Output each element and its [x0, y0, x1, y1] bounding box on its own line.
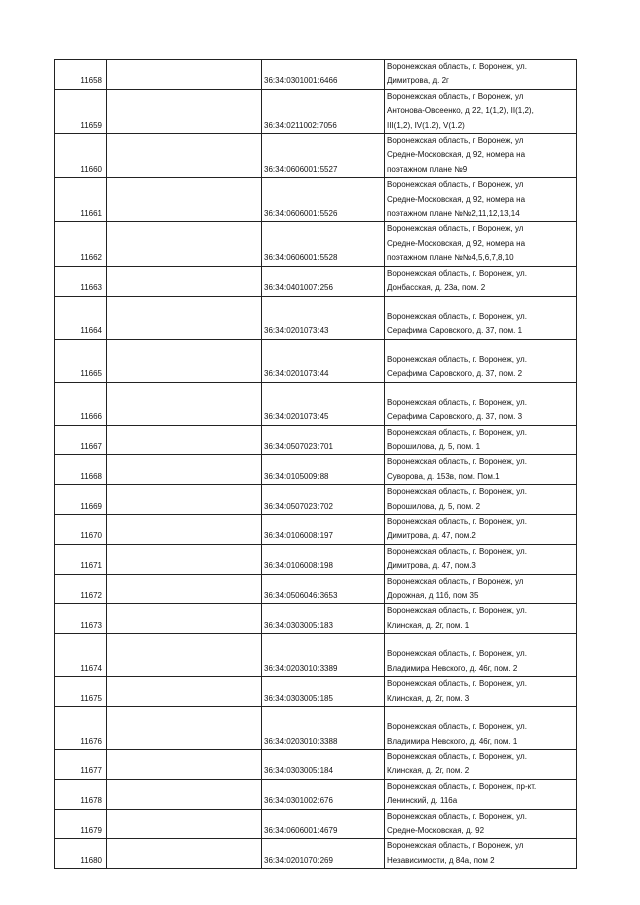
row-number-cell: 11677 — [55, 750, 107, 780]
table-row — [55, 604, 577, 634]
empty-cell — [107, 604, 262, 634]
table-row — [55, 514, 577, 544]
empty-cell — [107, 266, 262, 296]
empty-cell — [107, 222, 262, 266]
row-number-cell: 11669 — [55, 485, 107, 515]
address-cell: Воронежская область, г Воронеж, ул Антонова-Овсеенко, д 22, 1(1,2), II(1,2), III(1,2), IV(1.2), V(1.2) — [385, 89, 577, 133]
row-number-cell: 11665 — [55, 339, 107, 382]
table-row — [55, 89, 577, 133]
registry-table-body — [55, 60, 577, 869]
cadastral-number-cell: 36:34:0506046:3653 — [262, 574, 385, 604]
address-cell: Воронежская область, г. Воронеж, ул. Владимира Невского, д. 46г, пом. 2 — [385, 634, 577, 677]
empty-cell — [107, 514, 262, 544]
cadastral-number-cell: 36:34:0303005:185 — [262, 677, 385, 707]
empty-cell — [107, 382, 262, 425]
empty-cell — [107, 544, 262, 574]
cadastral-number-cell: 36:34:0106008:198 — [262, 544, 385, 574]
address-cell: Воронежская область, г. Воронеж, ул. Ворошилова, д. 5, пом. 2 — [385, 485, 577, 515]
empty-cell — [107, 60, 262, 90]
address-cell: Воронежская область, г Воронеж, ул Средне-Московская, д 92, номера на поэтажном плане №№2,11,12,13,14 — [385, 178, 577, 222]
table-row — [55, 779, 577, 809]
cadastral-number-cell: 36:34:0301001:6466 — [262, 60, 385, 90]
cadastral-number-cell: 36:34:0211002:7056 — [262, 89, 385, 133]
table-row — [55, 574, 577, 604]
address-cell: Воронежская область, г. Воронеж, ул. Донбасская, д. 23а, пом. 2 — [385, 266, 577, 296]
address-cell: Воронежская область, г. Воронеж, ул. Ворошилова, д. 5, пом. 1 — [385, 425, 577, 455]
empty-cell — [107, 779, 262, 809]
row-number-cell: 11679 — [55, 809, 107, 839]
empty-cell — [107, 296, 262, 339]
row-number-cell: 11673 — [55, 604, 107, 634]
row-number-cell: 11660 — [55, 134, 107, 178]
empty-cell — [107, 750, 262, 780]
cadastral-number-cell: 36:34:0105009:88 — [262, 455, 385, 485]
address-cell: Воронежская область, г. Воронеж, ул. Серафима Саровского, д. 37, пом. 1 — [385, 296, 577, 339]
address-cell: Воронежская область, г. Воронеж, ул. Суворова, д. 153в, пом. Пом.1 — [385, 455, 577, 485]
row-number-cell: 11678 — [55, 779, 107, 809]
table-row — [55, 178, 577, 222]
cadastral-number-cell: 36:34:0201073:45 — [262, 382, 385, 425]
cadastral-number-cell: 36:34:0606001:5526 — [262, 178, 385, 222]
table-row — [55, 266, 577, 296]
table-row — [55, 339, 577, 382]
cadastral-number-cell: 36:34:0606001:5528 — [262, 222, 385, 266]
row-number-cell: 11658 — [55, 60, 107, 90]
table-row — [55, 485, 577, 515]
row-number-cell: 11659 — [55, 89, 107, 133]
row-number-cell: 11680 — [55, 839, 107, 869]
address-cell: Воронежская область, г Воронеж, ул Средне-Московская, д 92, номера на поэтажном плане №№4,5,6,7,8,10 — [385, 222, 577, 266]
empty-cell — [107, 809, 262, 839]
row-number-cell: 11670 — [55, 514, 107, 544]
address-cell: Воронежская область, г. Воронеж, ул. Владимира Невского, д. 46г, пом. 1 — [385, 707, 577, 750]
registry-table — [54, 59, 577, 869]
table-row — [55, 296, 577, 339]
empty-cell — [107, 677, 262, 707]
address-cell: Воронежская область, г. Воронеж, ул. Димитрова, д. 47, пом.3 — [385, 544, 577, 574]
row-number-cell: 11674 — [55, 634, 107, 677]
cadastral-number-cell: 36:34:0507023:702 — [262, 485, 385, 515]
table-row — [55, 544, 577, 574]
empty-cell — [107, 178, 262, 222]
empty-cell — [107, 707, 262, 750]
cadastral-number-cell: 36:34:0303005:183 — [262, 604, 385, 634]
address-cell: Воронежская область, г. Воронеж, пр-кт. Ленинский, д. 116а — [385, 779, 577, 809]
table-row — [55, 425, 577, 455]
table-row — [55, 134, 577, 178]
address-cell: Воронежская область, г. Воронеж, ул. Серафима Саровского, д. 37, пом. 3 — [385, 382, 577, 425]
cadastral-number-cell: 36:34:0201070:269 — [262, 839, 385, 869]
empty-cell — [107, 485, 262, 515]
empty-cell — [107, 574, 262, 604]
address-cell: Воронежская область, г Воронеж, ул Средне-Московская, д 92, номера на поэтажном плане №9 — [385, 134, 577, 178]
cadastral-number-cell: 36:34:0203010:3389 — [262, 634, 385, 677]
address-cell: Воронежская область, г. Воронеж, ул. Клинская, д. 2г, пом. 2 — [385, 750, 577, 780]
address-cell: Воронежская область, г. Воронеж, ул. Клинская, д. 2г, пом. 3 — [385, 677, 577, 707]
cadastral-number-cell: 36:34:0606001:5527 — [262, 134, 385, 178]
cadastral-number-cell: 36:34:0507023:701 — [262, 425, 385, 455]
row-number-cell: 11666 — [55, 382, 107, 425]
table-row — [55, 750, 577, 780]
table-row — [55, 839, 577, 869]
table-row — [55, 809, 577, 839]
row-number-cell: 11661 — [55, 178, 107, 222]
table-row — [55, 455, 577, 485]
address-cell: Воронежская область, г. Воронеж, ул. Клинская, д. 2г, пом. 1 — [385, 604, 577, 634]
empty-cell — [107, 134, 262, 178]
empty-cell — [107, 339, 262, 382]
cadastral-number-cell: 36:34:0106008:197 — [262, 514, 385, 544]
cadastral-number-cell: 36:34:0201073:43 — [262, 296, 385, 339]
row-number-cell: 11662 — [55, 222, 107, 266]
row-number-cell: 11663 — [55, 266, 107, 296]
cadastral-number-cell: 36:34:0203010:3388 — [262, 707, 385, 750]
empty-cell — [107, 455, 262, 485]
address-cell: Воронежская область, г. Воронеж, ул. Средне-Московская, д. 92 — [385, 809, 577, 839]
table-row — [55, 707, 577, 750]
address-cell: Воронежская область, г. Воронеж, ул. Серафима Саровского, д. 37, пом. 2 — [385, 339, 577, 382]
cadastral-number-cell: 36:34:0401007:256 — [262, 266, 385, 296]
address-cell: Воронежская область, г Воронеж, ул Дорожная, д 11б, пом 35 — [385, 574, 577, 604]
address-cell: Воронежская область, г. Воронеж, ул. Димитрова, д. 2г — [385, 60, 577, 90]
empty-cell — [107, 839, 262, 869]
empty-cell — [107, 425, 262, 455]
cadastral-number-cell: 36:34:0606001:4679 — [262, 809, 385, 839]
address-cell: Воронежская область, г. Воронеж, ул. Димитрова, д. 47, пом.2 — [385, 514, 577, 544]
table-row — [55, 382, 577, 425]
row-number-cell: 11675 — [55, 677, 107, 707]
address-cell: Воронежская область, г Воронеж, ул Независимости, д 84а, пом 2 — [385, 839, 577, 869]
table-row — [55, 634, 577, 677]
row-number-cell: 11667 — [55, 425, 107, 455]
cadastral-number-cell: 36:34:0301002:676 — [262, 779, 385, 809]
empty-cell — [107, 634, 262, 677]
empty-cell — [107, 89, 262, 133]
table-row — [55, 677, 577, 707]
cadastral-number-cell: 36:34:0201073:44 — [262, 339, 385, 382]
row-number-cell: 11671 — [55, 544, 107, 574]
row-number-cell: 11668 — [55, 455, 107, 485]
cadastral-number-cell: 36:34:0303005:184 — [262, 750, 385, 780]
table-row — [55, 60, 577, 90]
row-number-cell: 11672 — [55, 574, 107, 604]
row-number-cell: 11664 — [55, 296, 107, 339]
table-row — [55, 222, 577, 266]
row-number-cell: 11676 — [55, 707, 107, 750]
